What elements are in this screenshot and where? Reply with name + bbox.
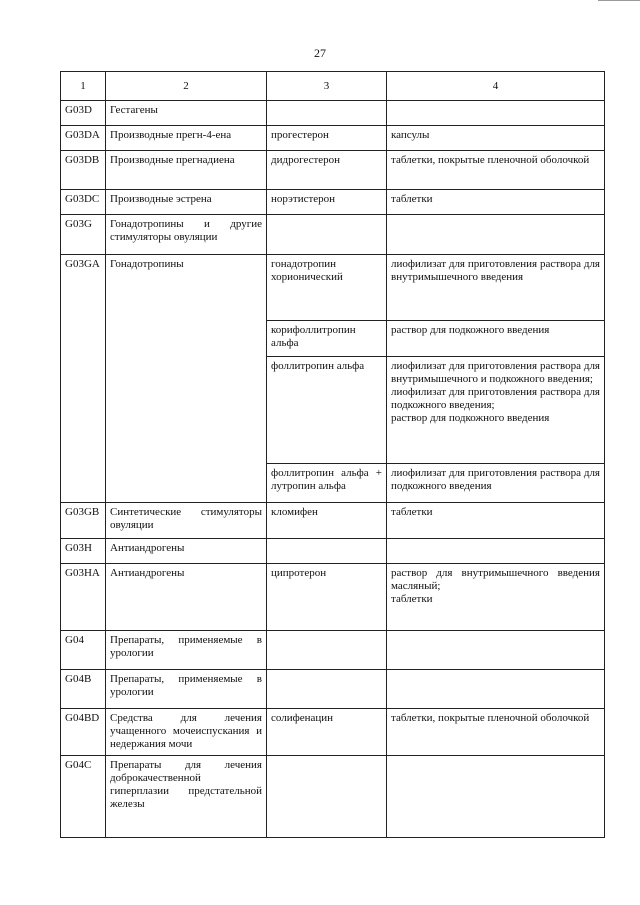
substance-cell bbox=[267, 670, 387, 709]
table-row bbox=[61, 709, 605, 756]
table-row bbox=[61, 151, 605, 190]
table-row bbox=[61, 670, 605, 709]
group-name-cell: Препараты, применяемые в урологии bbox=[106, 670, 267, 709]
table-row bbox=[61, 539, 605, 564]
dosage-form-cell bbox=[387, 756, 605, 838]
table-header-row bbox=[61, 72, 605, 101]
dosage-form-cell bbox=[387, 631, 605, 670]
dosage-form-line: таблетки bbox=[391, 593, 433, 605]
table-row bbox=[61, 215, 605, 255]
dosage-form-line: лиофилизат для приготовления раствора для подкожного введения; bbox=[391, 386, 600, 411]
dosage-form-line: лиофилизат для приготовления раствора для внутримышечного и подкожного введения; bbox=[391, 360, 600, 385]
substance-cell: корифоллитропин альфа bbox=[267, 321, 387, 357]
atc-code-cell: G04BD bbox=[61, 709, 106, 756]
table-row bbox=[61, 503, 605, 539]
substance-cell: гонадотропин хорионический bbox=[267, 255, 387, 321]
group-name-cell: Антиандрогены bbox=[106, 539, 267, 564]
atc-code-cell: G04C bbox=[61, 756, 106, 838]
dosage-form-cell bbox=[387, 670, 605, 709]
header-cell: 2 bbox=[106, 72, 267, 101]
substance-cell: солифенацин bbox=[267, 709, 387, 756]
header-cell: 4 bbox=[387, 72, 605, 101]
substance-cell: прогестерон bbox=[267, 126, 387, 151]
atc-code-cell: G03D bbox=[61, 101, 106, 126]
atc-code-cell: G03HA bbox=[61, 564, 106, 631]
atc-code-cell: G03G bbox=[61, 215, 106, 255]
group-name-cell: Средства для лечения учащенного мочеиспускания и недержания мочи bbox=[106, 709, 267, 756]
atc-code-cell: G03GA bbox=[61, 255, 106, 503]
group-name-cell: Антиандрогены bbox=[106, 564, 267, 631]
header-cell: 3 bbox=[267, 72, 387, 101]
header-cell: 1 bbox=[61, 72, 106, 101]
table-row bbox=[61, 101, 605, 126]
substance-cell: дидрогестерон bbox=[267, 151, 387, 190]
table-row bbox=[61, 126, 605, 151]
table-row bbox=[61, 255, 605, 321]
table-row bbox=[61, 631, 605, 670]
dosage-form-cell bbox=[387, 101, 605, 126]
table-row bbox=[61, 756, 605, 838]
dosage-form-cell: таблетки, покрытые пленочной оболочкой bbox=[387, 709, 605, 756]
dosage-form-cell bbox=[387, 215, 605, 255]
substance-cell bbox=[267, 631, 387, 670]
group-name-cell: Гонадотропины и другие стимуляторы овуляции bbox=[106, 215, 267, 255]
group-name-cell: Препараты для лечения доброкачественной гиперплазии предстательной железы bbox=[106, 756, 267, 838]
table-row bbox=[61, 190, 605, 215]
dosage-form-cell: таблетки bbox=[387, 190, 605, 215]
substance-cell bbox=[267, 756, 387, 838]
group-name-cell: Производные прегнадиена bbox=[106, 151, 267, 190]
substance-cell bbox=[267, 539, 387, 564]
group-name-cell: Производные эстрена bbox=[106, 190, 267, 215]
substance-cell: ципротерон bbox=[267, 564, 387, 631]
group-name-cell: Гестагены bbox=[106, 101, 267, 126]
substance-cell bbox=[267, 215, 387, 255]
substance-cell: кломифен bbox=[267, 503, 387, 539]
group-name-cell: Гонадотропины bbox=[106, 255, 267, 503]
atc-code-cell: G03GB bbox=[61, 503, 106, 539]
page-number: 27 bbox=[314, 46, 326, 60]
atc-code-cell: G03DC bbox=[61, 190, 106, 215]
substance-cell: норэтистерон bbox=[267, 190, 387, 215]
dosage-form-cell: капсулы bbox=[387, 126, 605, 151]
scan-edge-mark bbox=[598, 0, 640, 1]
dosage-form-cell: лиофилизат для приготовления раствора для внутримышечного введения bbox=[387, 255, 605, 321]
table-row bbox=[61, 564, 605, 631]
dosage-form-cell: таблетки, покрытые пленочной оболочкой bbox=[387, 151, 605, 190]
dosage-form-cell bbox=[387, 564, 605, 631]
dosage-form-cell: таблетки bbox=[387, 503, 605, 539]
drug-classification-table bbox=[60, 71, 605, 838]
dosage-form-cell bbox=[387, 357, 605, 464]
group-name-cell: Производные прегн-4-ена bbox=[106, 126, 267, 151]
atc-code-cell: G03DB bbox=[61, 151, 106, 190]
group-name-cell: Препараты, применяемые в урологии bbox=[106, 631, 267, 670]
dosage-form-line: раствор для подкожного введения bbox=[391, 412, 550, 424]
dosage-form-cell: раствор для подкожного введения bbox=[387, 321, 605, 357]
atc-code-cell: G04 bbox=[61, 631, 106, 670]
dosage-form-cell bbox=[387, 539, 605, 564]
dosage-form-cell: лиофилизат для приготовления раствора для подкожного введения bbox=[387, 464, 605, 503]
dosage-form-line: раствор для внутримышечного введения масляный; bbox=[391, 567, 600, 592]
atc-code-cell: G04B bbox=[61, 670, 106, 709]
substance-cell: фоллитропин альфа + лутропин альфа bbox=[267, 464, 387, 503]
atc-code-cell: G03DA bbox=[61, 126, 106, 151]
group-name-cell: Синтетические стимуляторы овуляции bbox=[106, 503, 267, 539]
atc-code-cell: G03H bbox=[61, 539, 106, 564]
substance-cell bbox=[267, 101, 387, 126]
substance-cell: фоллитропин альфа bbox=[267, 357, 387, 464]
